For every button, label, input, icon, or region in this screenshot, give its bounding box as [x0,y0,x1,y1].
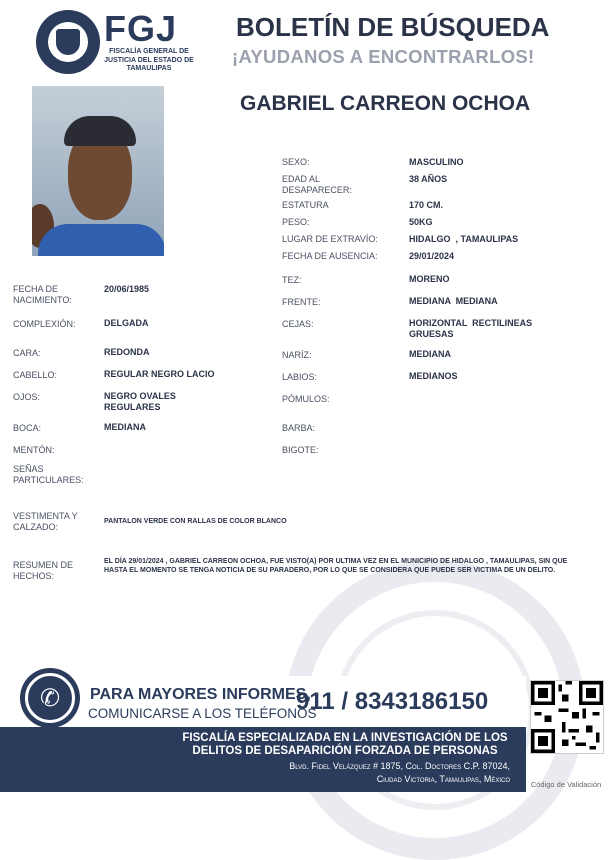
label-senas: SEÑAS PARTICULARES: [13,464,84,485]
label-edad: EDAD AL DESAPARECER: [282,174,352,195]
label-cara: CARA: [13,348,41,358]
footer-address-line2: Ciudad Victoria, Tamaulipas, México [376,774,510,784]
value-vestimenta: PANTALON VERDE CON RALLAS DE COLOR BLANCO [104,518,287,525]
org-abbr: FGJ [104,8,178,49]
label-complexion: COMPLEXIÓN: [13,319,76,329]
qr-code[interactable] [530,680,604,754]
shield-icon [56,29,80,55]
footer-address-line1: Blvd. Fidel Velázquez # 1875, Col. Doctores C.P. 87024, [289,761,510,771]
person-photo [32,86,164,256]
value-fecha-ausencia: 29/01/2024 [409,251,455,261]
value-lugar: HIDALGO , TAMAULIPAS [409,234,519,244]
value-nariz: MEDIANA [409,349,451,359]
value-peso: 50KG [409,217,433,227]
label-bigote: BIGOTE: [282,445,319,455]
label-fecha-nacimiento: FECHA DE NACIMIENTO: [13,284,72,305]
value-estatura: 170 CM. [409,200,444,210]
fgj-logo [36,10,100,74]
value-boca: MEDIANA [104,422,146,432]
value-complexion: DELGADA [104,318,149,328]
value-cara: REDONDA [104,347,150,357]
value-frente: MEDIANA MEDIANA [409,296,498,306]
label-boca: BOCA: [13,423,42,433]
contact-line1: PARA MAYORES INFORMES, [90,686,311,703]
value-labios: MEDIANOS [409,371,458,381]
label-barba: BARBA: [282,423,316,433]
value-edad: 38 AÑOS [409,174,448,184]
value-sexo: MASCULINO [409,157,464,167]
bulletin-subtitle: ¡AYUDANOS A ENCONTRARLOS! [232,46,535,67]
footer-agency: FISCALÍA ESPECIALIZADA EN LA INVESTIGACIÓN DE LOS DELITOS DE DESAPARICIÓN FORZADA DE PERSONAS [182,732,508,757]
phone-icon: ✆ [25,673,75,723]
contact-line2: COMUNICARSE A LOS TELÉFONOS [88,706,317,721]
org-name: FISCALÍA GENERAL DE JUSTICIA DEL ESTADO DE TAMAULIPAS [104,48,194,72]
label-ojos: OJOS: [13,392,41,402]
label-cejas: CEJAS: [282,319,314,329]
bulletin-title: BOLETÍN DE BÚSQUEDA [236,12,550,42]
label-vestimenta: VESTIMENTA Y CALZADO: [13,511,78,532]
label-frente: FRENTE: [282,297,321,307]
label-lugar: LUGAR DE EXTRAVÍO: [282,234,378,244]
label-tez: TEZ: [282,275,302,285]
value-ojos: NEGRO OVALES REGULARES [104,391,176,412]
value-cejas: HORIZONTAL RECTILINEAS GRUESAS [409,318,535,339]
label-nariz: NARÍZ: [282,350,312,360]
label-pomulos: PÓMULOS: [282,394,330,404]
value-resumen: EL DÍA 29/01/2024 , GABRIEL CARREON OCHOA, FUE VISTO(A) POR ULTIMA VEZ EN EL MUNICIPIO DE HIDALGO , TAMAULIPAS, SIN QUE HASTA EL MOMENTO SE TENGA NOTICIA DE SU PARADERO, POR LO QUE SE CONSIDERA QUE PUEDE SER VICTIMA DE UN DELITO. [104,558,568,574]
label-cabello: CABELLO: [13,370,58,380]
value-tez: MORENO [409,274,450,284]
qr-caption: Código de Validación [530,780,602,789]
person-name: GABRIEL CARREON OCHOA [240,92,531,115]
value-fecha-nacimiento: 20/06/1985 [104,284,150,294]
label-peso: PESO: [282,217,310,227]
value-cabello: REGULAR NEGRO LACIO [104,369,215,379]
label-estatura: ESTATURA [282,200,329,210]
phone-badge [20,668,80,728]
label-resumen: RESUMEN DE HECHOS: [13,560,74,581]
label-fecha-ausencia: FECHA DE AUSENCIA: [282,251,378,261]
footer-address [180,760,510,786]
label-labios: LABIOS: [282,372,318,382]
contact-phone[interactable]: 911 / 8343186150 [296,688,489,715]
label-sexo: SEXO: [282,157,310,167]
label-menton: MENTÓN: [13,445,55,455]
